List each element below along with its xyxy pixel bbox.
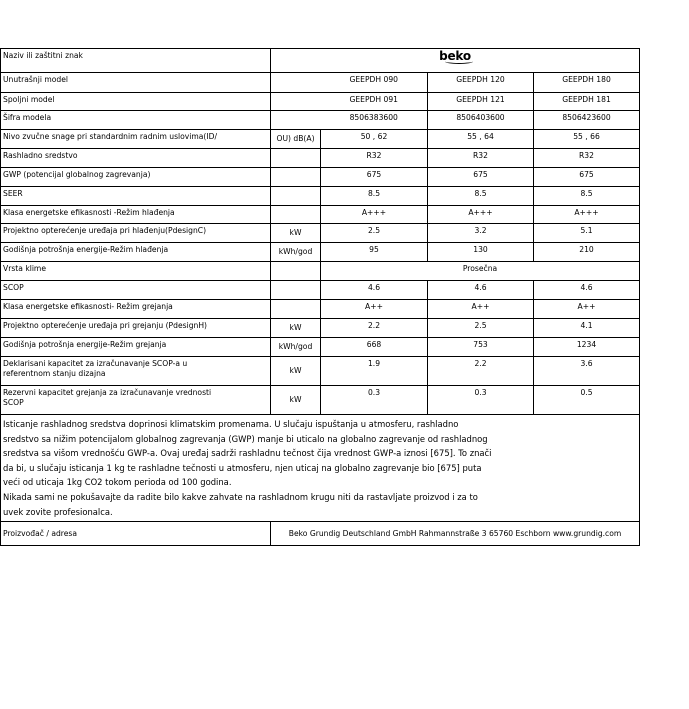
row-pdesignh [1,319,640,338]
refrigerant-value-3: R32 [534,149,640,168]
outdoor-model-3: GEEPDH 181 [534,93,640,111]
indoor-model-label: Unutrašnji model [1,73,271,93]
note-line: veći od uticaja 1kg CO2 tokom perioda od 100 godina. [3,477,232,488]
seer-value-2: 8.5 [428,187,534,206]
heating-class-value-1: A++ [321,300,428,319]
backup-capacity-unit: kW [271,386,321,415]
row-manufacturer [1,522,640,546]
declared-capacity-unit: kW [271,357,321,386]
noise-unit: OU) dB(A) [271,130,321,149]
model-code-2: 8506403600 [428,111,534,130]
climate-value: Prosečna [321,262,640,281]
pdesignh-unit: kW [271,319,321,338]
note-line: sredstva sa višom vrednošću GWP-a. Ovaj uređaj sadrži rashladnu tečnost čija vrednost GWP-a iznosi [675]. To znači [3,448,492,459]
pdesignh-value-2: 2.5 [428,319,534,338]
heating-class-label: Klasa energetske efikasnosti- Režim grejanja [1,300,271,319]
pdesignh-value-3: 4.1 [534,319,640,338]
cooling-energy-label: Godišnja potrošnja energije-Režim hlađenja [1,243,271,262]
model-code-label: Šifra modela [1,111,271,130]
note-line: sredstvo sa nižim potencijalom globalnog zagrevanja (GWP) manje bi uticalo na globalno zagrevanje od rashladnog [3,433,488,444]
gwp-value-2: 675 [428,168,534,187]
note-line: da bi, u slučaju isticanja 1 kg te rashladne tečnosti u atmosferu, njen uticaj na globalno zagrevanje bio [675] puta [3,462,482,473]
refrigerant-value-2: R32 [428,149,534,168]
declared-capacity-value-3: 3.6 [534,357,640,386]
outdoor-model-2: GEEPDH 121 [428,93,534,111]
row-climate [1,262,640,281]
gwp-value-3: 675 [534,168,640,187]
backup-capacity-value-2: 0.3 [428,386,534,415]
specification-table [0,48,640,546]
scop-label: SCOP [1,281,271,300]
heating-class-value-3: A++ [534,300,640,319]
cooling-class-value-1: A+++ [321,206,428,224]
row-heating-energy [1,338,640,357]
row-brand [1,49,640,73]
row-cooling-energy [1,243,640,262]
cooling-class-value-2: A+++ [428,206,534,224]
scop-value-1: 4.6 [321,281,428,300]
manufacturer-value: Beko Grundig Deutschland GmbH Rahmannstraße 3 65760 Eschborn www.grundig.com [271,522,640,546]
pdesignc-value-2: 3.2 [428,224,534,243]
brand-label: Naziv ili zaštitni znak [1,49,271,73]
scop-value-3: 4.6 [534,281,640,300]
model-code-3: 8506423600 [534,111,640,130]
refrigerant-value-1: R32 [321,149,428,168]
declared-capacity-label: Deklarisani kapacitet za izračunavanje SCOP-a u referentnom stanju dizajna [1,357,271,386]
backup-capacity-value-1: 0.3 [321,386,428,415]
refrigerant-note [1,415,640,522]
seer-value-3: 8.5 [534,187,640,206]
cooling-energy-value-3: 210 [534,243,640,262]
row-refrigerant-note [1,415,640,522]
heating-class-value-2: A++ [428,300,534,319]
row-cooling-class [1,206,640,224]
climate-label: Vrsta klime [1,262,271,281]
row-indoor-model [1,73,640,93]
heating-energy-label: Godišnja potrošnja energije-Režim grejanja [1,338,271,357]
row-refrigerant [1,149,640,168]
scop-value-2: 4.6 [428,281,534,300]
cooling-class-value-3: A+++ [534,206,640,224]
row-noise [1,130,640,149]
backup-capacity-value-3: 0.5 [534,386,640,415]
noise-label: Nivo zvučne snage pri standardnim radnim uslovima(ID/ [1,130,271,149]
noise-value-3: 55 , 66 [534,130,640,149]
beko-logo: beko [439,49,471,63]
cooling-energy-value-1: 95 [321,243,428,262]
pdesignc-value-3: 5.1 [534,224,640,243]
row-scop [1,281,640,300]
outdoor-model-label: Spoljni model [1,93,271,111]
note-line: Isticanje rashladnog sredstva doprinosi klimatskim promenama. U slučaju ispuštanja u atmosferu, rashladno [3,419,459,429]
row-model-code [1,111,640,130]
indoor-model-1: GEEPDH 090 [321,73,428,93]
pdesignc-unit: kW [271,224,321,243]
heating-energy-value-3: 1234 [534,338,640,357]
note-line: uvek zovite profesionalca. [3,506,113,517]
pdesignh-label: Projektno opterećenje uređaja pri grejanju (PdesignH) [1,319,271,338]
row-outdoor-model [1,93,640,111]
heating-energy-unit: kWh/god [271,338,321,357]
gwp-value-1: 675 [321,168,428,187]
pdesignc-value-1: 2.5 [321,224,428,243]
row-seer [1,187,640,206]
declared-capacity-value-2: 2.2 [428,357,534,386]
pdesignh-value-1: 2.2 [321,319,428,338]
outdoor-model-1: GEEPDH 091 [321,93,428,111]
seer-label: SEER [1,187,271,206]
seer-value-1: 8.5 [321,187,428,206]
row-backup-capacity [1,386,640,415]
declared-capacity-value-1: 1.9 [321,357,428,386]
row-pdesignc [1,224,640,243]
indoor-model-3: GEEPDH 180 [534,73,640,93]
gwp-label: GWP (potencijal globalnog zagrevanja) [1,168,271,187]
noise-value-2: 55 , 64 [428,130,534,149]
pdesignc-label: Projektno opterećenje uređaja pri hlađenju(PdesignC) [1,224,271,243]
row-gwp [1,168,640,187]
cooling-energy-value-2: 130 [428,243,534,262]
backup-capacity-label: Rezervni kapacitet grejanja za izračunavanje vrednosti SCOP [1,386,271,415]
note-line: Nikada sami ne pokušavajte da radite bilo kakve zahvate na rashladnom krugu niti da rastavljate proizvod i za to [3,491,478,502]
model-code-1: 8506383600 [321,111,428,130]
heating-energy-value-1: 668 [321,338,428,357]
noise-value-1: 50 , 62 [321,130,428,149]
indoor-model-2: GEEPDH 120 [428,73,534,93]
row-heating-class [1,300,640,319]
refrigerant-label: Rashladno sredstvo [1,149,271,168]
cooling-class-label: Klasa energetske efikasnosti -Režim hlađenja [1,206,271,224]
heating-energy-value-2: 753 [428,338,534,357]
energy-label-sheet [0,48,639,546]
brand-logo-cell [271,49,640,73]
cooling-energy-unit: kWh/god [271,243,321,262]
row-declared-capacity [1,357,640,386]
manufacturer-label: Proizvođač / adresa [1,522,271,546]
